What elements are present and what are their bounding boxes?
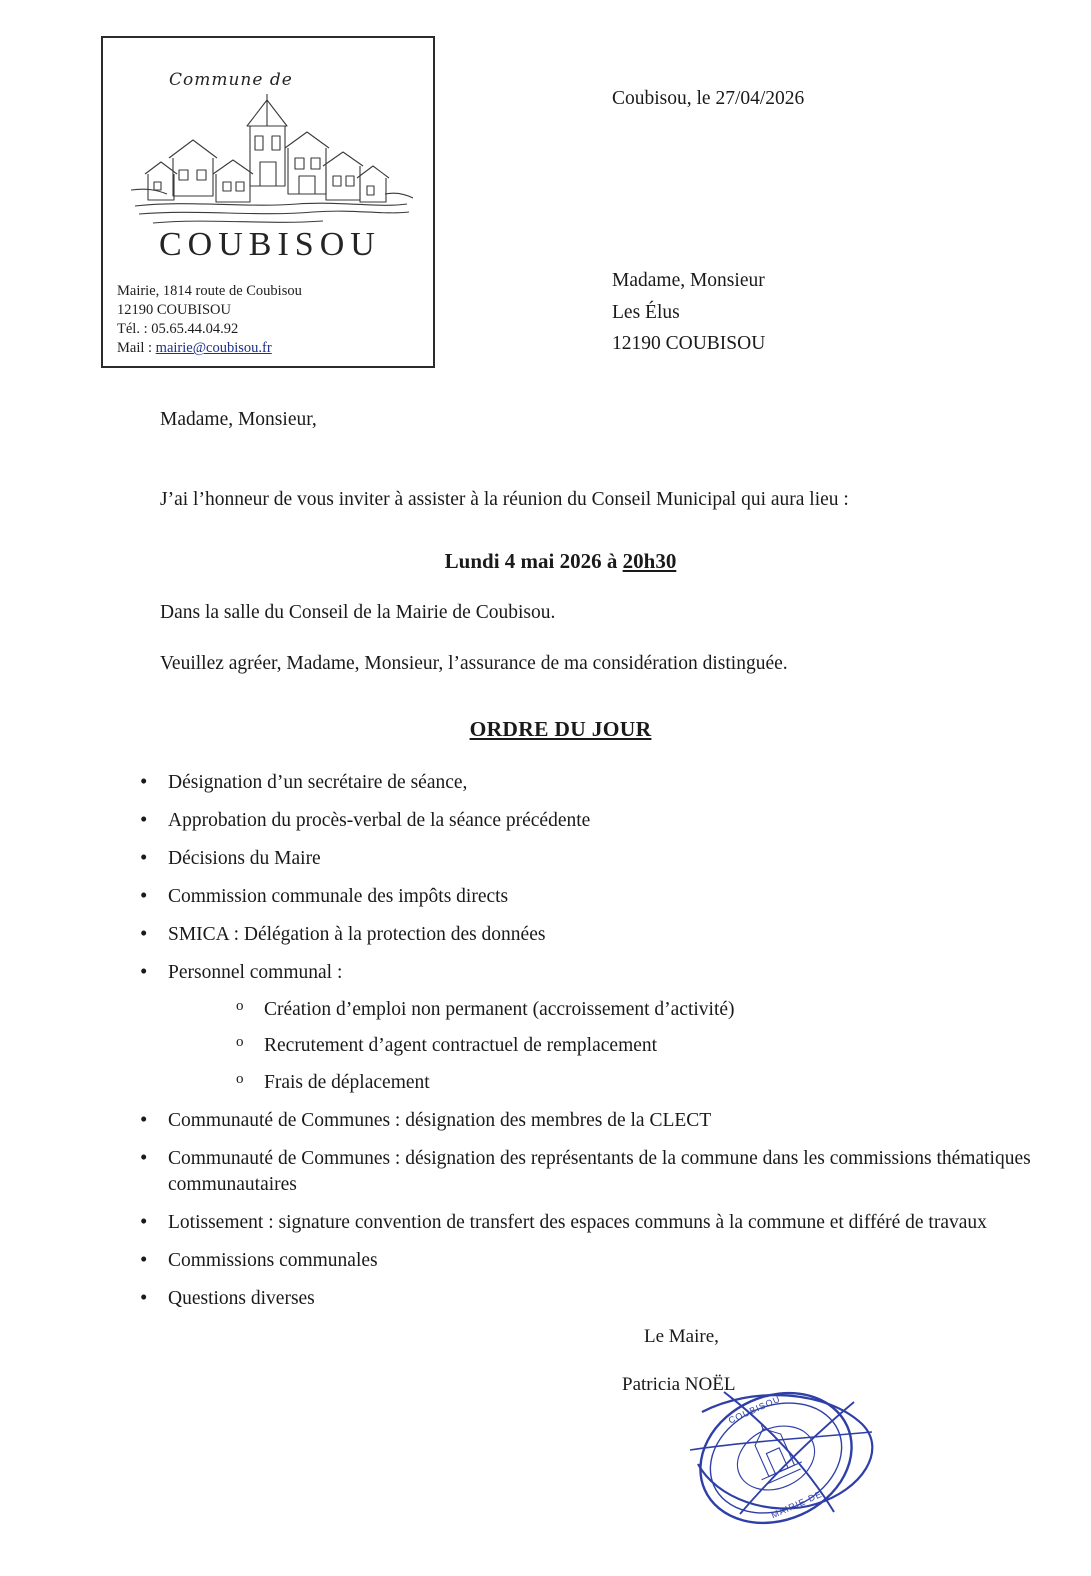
agenda-item-text: Commissions communales [168,1249,378,1271]
list-item [136,1108,1031,1134]
list-item [136,1248,1031,1274]
recipient-line-2: Les Élus [612,301,680,323]
letter-body [0,345,1091,1576]
logo-script-text: Commune de [169,70,293,90]
address-phone: Tél. : 05.65.44.04.92 [117,321,239,338]
meeting-date: Lundi 4 mai 2026 à [444,549,623,573]
sub-list-item: o Recrutement d’agent contractuel de remplacement [232,1033,1031,1059]
svg-text:MAIRIE DE: MAIRIE DE [769,1488,824,1521]
list-item [136,884,1031,910]
logo-town-name: COUBISOU [159,226,381,263]
agenda-item-text: Désignation d’un secrétaire de séance, [168,772,468,793]
meeting-datetime [0,549,1091,574]
list-item [136,922,1031,948]
meeting-place: Dans la salle du Conseil de la Mairie de Coubisou. [160,602,556,623]
agenda-item-text: Communauté de Communes : désignation des membres de la CLECT [168,1110,712,1132]
letter-header [0,0,1091,357]
address-line-1: Mairie, 1814 route de Coubisou [117,283,302,299]
recipient-line-3: 12190 COUBISOU [612,333,766,355]
agenda-item-text: Communauté de Communes : désignation des représentants de la commune dans les commissions thématiques communautaires [168,1148,1031,1196]
list-item [136,808,1031,834]
letterhead-box [101,36,435,368]
village-drawing-icon [117,78,421,238]
svg-text:COUBISOU: COUBISOU [726,1393,783,1426]
list-item [136,1146,1031,1198]
salutation: Madame, Monsieur, [160,409,317,430]
invitation-paragraph: J’ai l’honneur de vous inviter à assister à la réunion du Conseil Municipal qui aura lieu : [160,489,849,510]
signature-block [0,1326,1091,1576]
list-item [136,1286,1031,1312]
agenda-item-text: Lotissement : signature convention de transfert des espaces communs à la commune et différé de travaux [168,1212,987,1234]
agenda-item-text: Questions diverses [168,1287,315,1309]
signature-title: Le Maire, [644,1325,719,1347]
agenda-title: ORDRE DU JOUR [469,717,652,741]
mail-label: Mail : [117,340,156,357]
mail-link[interactable]: mairie@coubisou.fr [155,340,272,357]
date-line: Coubisou, le 27/04/2026 [612,88,805,109]
meeting-time: 20h30 [622,549,677,573]
commune-logo [117,48,419,280]
address-line-2: 12190 COUBISOU [117,302,231,319]
sub-list-item: o Création d’emploi non permanent (accroissement d’activité) [232,997,1031,1023]
signature-name: Patricia NOËL [622,1373,736,1395]
agenda-item-text: Approbation du procès-verbal de la séance précédente [168,809,591,831]
closing-paragraph: Veuillez agréer, Madame, Monsieur, l’assurance de ma considération distinguée. [160,653,788,674]
agenda-list [0,770,1091,1312]
agenda-item-text: Décisions du Maire [168,847,321,869]
list-item [136,1210,1031,1236]
recipient-line-1: Madame, Monsieur [612,270,765,291]
agenda-item-text: SMICA : Délégation à la protection des données [168,923,546,945]
agenda-item-text: Commission communale des impôts directs [168,885,509,907]
agenda-sublist [168,997,1031,1097]
agenda-item-text: Personnel communal : [168,961,343,983]
list-item [136,846,1031,872]
list-item [136,770,1031,796]
sub-list-item: o Frais de déplacement [232,1070,1031,1096]
list-item [136,960,1031,1097]
